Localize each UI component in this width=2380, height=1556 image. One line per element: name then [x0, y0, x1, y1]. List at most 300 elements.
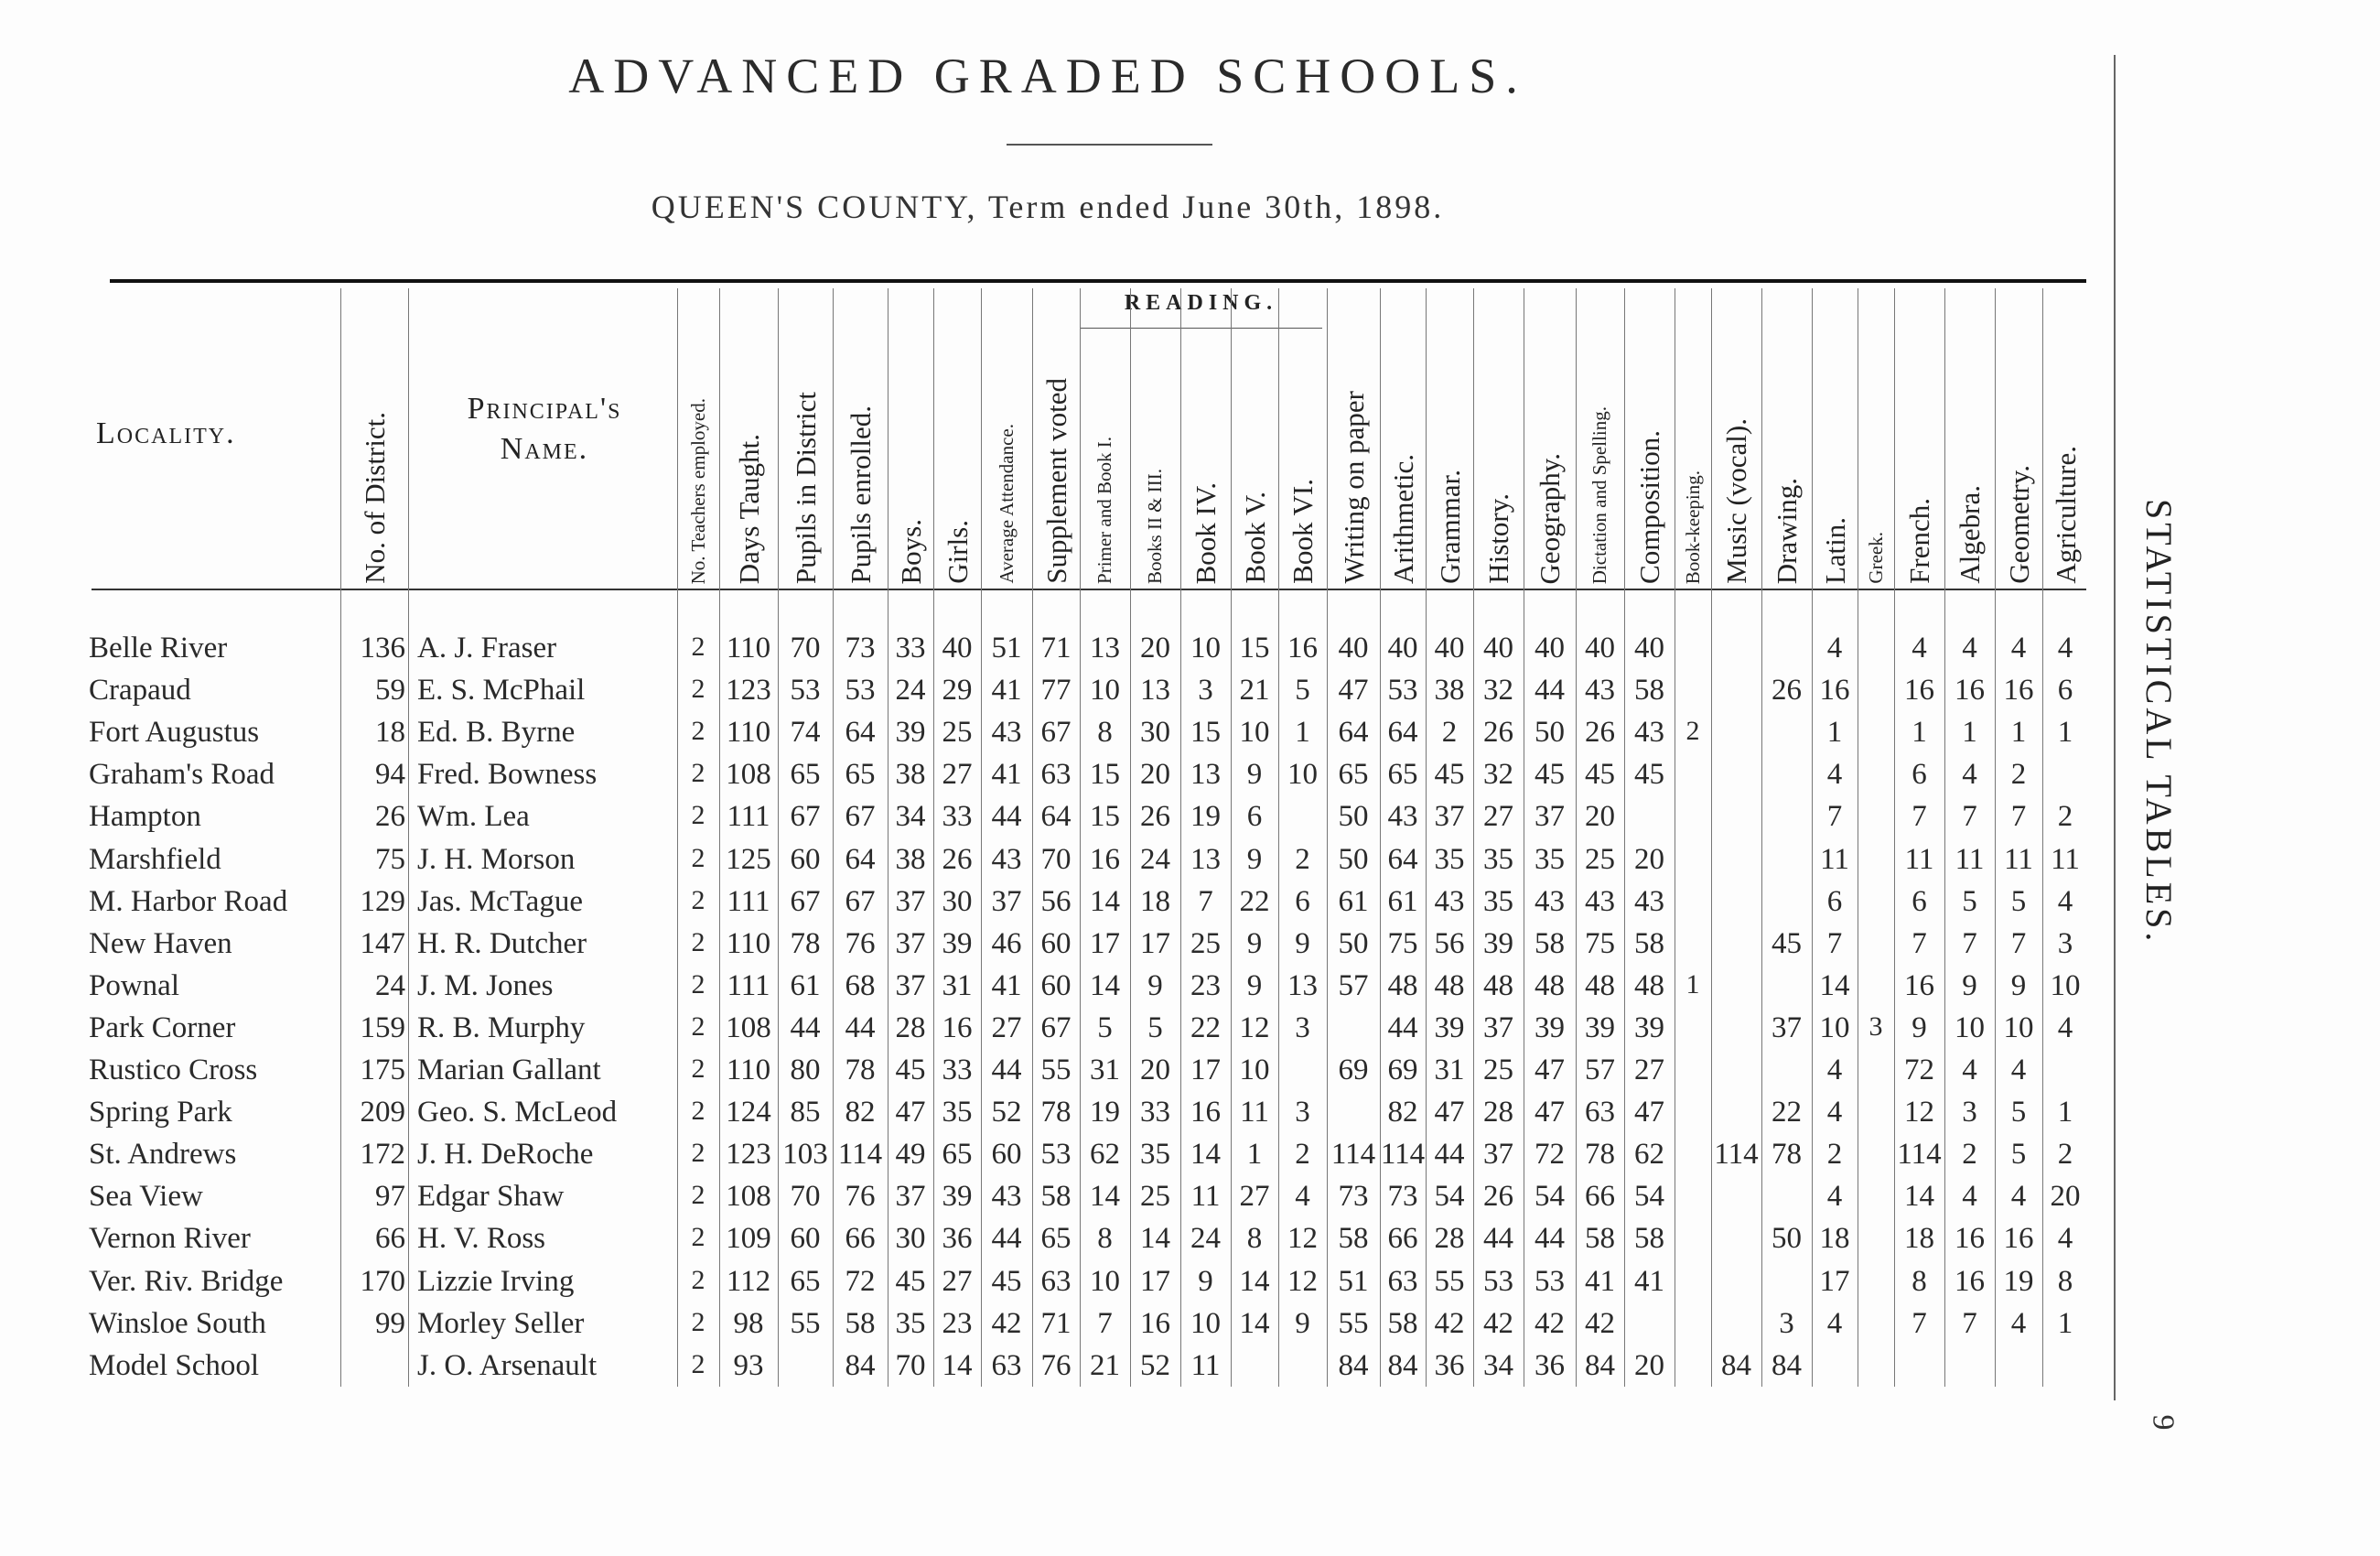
value-cell: 47: [895, 1096, 926, 1129]
value-cell: 4: [1912, 632, 1927, 665]
value-cell: 7: [1912, 926, 1927, 960]
value-cell: 10: [1090, 674, 1120, 708]
value-cell: 26: [1140, 800, 1170, 834]
principal-cell: Fred. Bowness: [417, 758, 598, 792]
value-cell: 63: [991, 1348, 1022, 1382]
value-cell: 53: [1483, 1264, 1513, 1298]
value-cell: 43: [1634, 716, 1664, 750]
value-cell: 27: [1239, 1180, 1270, 1214]
value-cell: 10: [1190, 632, 1221, 665]
value-cell: 2: [691, 1010, 705, 1042]
value-cell: 72: [845, 1264, 876, 1298]
value-cell: 39: [1434, 1010, 1465, 1044]
value-cell: 16: [1904, 674, 1934, 708]
value-cell: 65: [1338, 758, 1369, 792]
locality-cell: Park Corner: [89, 1010, 236, 1044]
value-cell: 45: [895, 1054, 926, 1086]
value-cell: 27: [991, 1010, 1022, 1044]
value-cell: 26: [1772, 674, 1802, 708]
value-cell: 22: [1239, 884, 1270, 918]
column-header: [1032, 293, 1080, 584]
value-cell: 7: [1097, 1306, 1113, 1340]
value-cell: 39: [1483, 926, 1513, 960]
value-cell: 61: [790, 968, 821, 1002]
value-cell: 32: [1483, 758, 1513, 792]
value-cell: 52: [1140, 1348, 1170, 1382]
value-cell: 8: [1912, 1264, 1927, 1298]
value-cell: 76: [845, 926, 876, 960]
principal-header-line2: Name.: [500, 432, 589, 466]
value-cell: 39: [942, 926, 973, 960]
district-cell: 209: [360, 1096, 405, 1129]
column-header: [933, 293, 981, 584]
locality-header: Locality.: [96, 416, 236, 450]
value-cell: 10: [1287, 758, 1318, 792]
value-cell: 37: [1434, 800, 1465, 834]
value-cell: 9: [1295, 926, 1310, 960]
value-cell: 58: [1634, 926, 1664, 960]
value-cell: 108: [726, 1180, 771, 1214]
value-cell: 43: [991, 716, 1022, 750]
value-cell: 47: [1535, 1096, 1565, 1129]
value-cell: 41: [1585, 1264, 1615, 1298]
value-cell: 13: [1287, 968, 1318, 1002]
value-cell: 40: [1535, 632, 1565, 665]
value-cell: 4: [2010, 1180, 2027, 1214]
value-cell: 30: [942, 884, 973, 918]
principal-cell: H. V. Ross: [417, 1222, 546, 1256]
value-cell: 63: [1040, 1264, 1072, 1298]
value-cell: 7: [1912, 800, 1927, 834]
value-cell: 16: [942, 1010, 973, 1044]
value-cell: 17: [1140, 1264, 1170, 1298]
value-cell: 60: [790, 1222, 821, 1256]
value-cell: 22: [1190, 1010, 1221, 1044]
value-cell: 24: [1140, 842, 1170, 876]
value-cell: 50: [1772, 1222, 1802, 1256]
value-cell: 10: [1819, 1010, 1850, 1044]
value-cell: 35: [895, 1306, 926, 1340]
value-cell: 43: [1434, 884, 1465, 918]
locality-cell: Crapaud: [89, 674, 191, 708]
value-cell: 114: [1714, 1138, 1759, 1172]
value-cell: 30: [895, 1222, 926, 1256]
column-header: [1711, 293, 1761, 584]
value-cell: 2: [691, 632, 705, 662]
value-cell: 1: [2057, 716, 2073, 750]
value-cell: 39: [942, 1180, 973, 1214]
column-header-label: Book IV.: [1190, 481, 1222, 584]
value-cell: 75: [1387, 926, 1418, 960]
value-cell: 35: [1535, 842, 1565, 876]
value-cell: 43: [1387, 800, 1418, 834]
locality-cell: Pownal: [89, 968, 179, 1002]
value-cell: 25: [1483, 1054, 1513, 1086]
value-cell: 11: [1904, 842, 1934, 876]
page-subtitle: QUEEN'S COUNTY, Term ended June 30th, 1898.: [651, 189, 1445, 225]
value-cell: 44: [1535, 1222, 1565, 1256]
table-row: [0, 1307, 2095, 1349]
district-cell: 26: [375, 800, 405, 834]
value-cell: 9: [1962, 968, 1977, 1002]
district-cell: 66: [375, 1222, 405, 1256]
value-cell: 48: [1387, 968, 1418, 1002]
value-cell: 44: [1434, 1138, 1465, 1172]
value-cell: 31: [942, 968, 973, 1002]
value-cell: 11: [1955, 842, 1985, 876]
column-header-label: Book VI.: [1287, 479, 1319, 584]
value-cell: 45: [991, 1264, 1022, 1298]
value-cell: 16: [1955, 674, 1985, 708]
column-header: [1995, 293, 2042, 584]
value-cell: 19: [1190, 800, 1221, 834]
value-cell: 4: [1295, 1180, 1310, 1214]
value-cell: 2: [2010, 758, 2027, 792]
value-cell: 67: [790, 800, 821, 834]
value-cell: 31: [1434, 1054, 1465, 1086]
value-cell: 39: [1634, 1010, 1664, 1044]
value-cell: 11: [1240, 1096, 1269, 1129]
principal-cell: J. O. Arsenault: [417, 1348, 598, 1382]
value-cell: 70: [1040, 842, 1072, 876]
value-cell: 40: [1434, 632, 1465, 665]
value-cell: 55: [790, 1306, 821, 1340]
district-cell: 147: [360, 926, 405, 960]
value-cell: 35: [1434, 842, 1465, 876]
value-cell: 50: [1338, 926, 1369, 960]
value-cell: 43: [1535, 884, 1565, 918]
value-cell: 21: [1090, 1348, 1120, 1382]
value-cell: 70: [790, 632, 821, 665]
column-header-label: Supplement voted: [1039, 378, 1072, 584]
value-cell: 73: [845, 632, 876, 665]
table-row: [0, 674, 2095, 716]
value-cell: 16: [1140, 1306, 1170, 1340]
value-cell: 55: [1040, 1054, 1072, 1086]
value-cell: 53: [1040, 1138, 1072, 1172]
page-title: ADVANCED GRADED SCHOOLS.: [568, 49, 1527, 103]
value-cell: 68: [845, 968, 876, 1002]
value-cell: 45: [1535, 758, 1565, 792]
principal-cell: Jas. McTague: [417, 884, 583, 918]
value-cell: 7: [1826, 926, 1843, 960]
value-cell: 27: [1483, 800, 1513, 834]
value-cell: 36: [1434, 1348, 1465, 1382]
column-header: [2042, 293, 2088, 584]
value-cell: 72: [1535, 1138, 1565, 1172]
value-cell: 54: [1634, 1180, 1664, 1214]
value-cell: 93: [733, 1348, 764, 1382]
value-cell: 24: [1190, 1222, 1221, 1256]
value-cell: 35: [1483, 842, 1513, 876]
value-cell: 3: [1295, 1096, 1310, 1129]
value-cell: 53: [1535, 1264, 1565, 1298]
value-cell: 12: [1287, 1264, 1318, 1298]
value-cell: 6: [1912, 758, 1927, 792]
value-cell: 20: [1634, 842, 1664, 876]
value-cell: 4: [2057, 1222, 2073, 1256]
value-cell: 9: [2010, 968, 2027, 1002]
table-row: [0, 716, 2095, 758]
value-cell: 2: [1685, 716, 1700, 747]
value-cell: 7: [1962, 800, 1977, 834]
value-cell: 5: [2010, 1138, 2027, 1172]
column-header-label: Latin.: [1818, 516, 1851, 584]
value-cell: 4: [1826, 758, 1843, 792]
principal-cell: H. R. Dutcher: [417, 926, 587, 960]
value-cell: 9: [1912, 1010, 1927, 1044]
value-cell: 37: [895, 884, 926, 918]
principal-header-line1: Principal's: [467, 392, 622, 426]
principal-cell: Ed. B. Byrne: [417, 716, 576, 750]
value-cell: 47: [1434, 1096, 1465, 1129]
value-cell: 7: [1912, 1306, 1927, 1340]
value-cell: 75: [1585, 926, 1615, 960]
column-header-label: No. Teachers employed.: [686, 397, 709, 584]
value-cell: 16: [1819, 674, 1850, 708]
value-cell: 17: [1190, 1054, 1221, 1086]
district-cell: 99: [375, 1306, 405, 1340]
value-cell: 58: [1387, 1306, 1418, 1340]
value-cell: 14: [1239, 1306, 1270, 1340]
value-cell: 110: [726, 716, 771, 750]
value-cell: 39: [1585, 1010, 1615, 1044]
value-cell: 64: [1387, 716, 1418, 750]
value-cell: 5: [2010, 884, 2027, 918]
value-cell: 27: [942, 758, 973, 792]
value-cell: 43: [991, 1180, 1022, 1214]
value-cell: 8: [1246, 1222, 1263, 1256]
value-cell: 2: [691, 1054, 705, 1084]
value-cell: 21: [1239, 674, 1270, 708]
value-cell: 63: [1387, 1264, 1418, 1298]
value-cell: 16: [1904, 968, 1934, 1002]
value-cell: 62: [1090, 1138, 1120, 1172]
value-cell: 14: [1239, 1264, 1270, 1298]
value-cell: 4: [1962, 632, 1977, 665]
value-cell: 1: [2057, 1306, 2073, 1340]
value-cell: 2: [691, 1348, 705, 1379]
column-header-label: Book V.: [1238, 492, 1271, 584]
value-cell: 103: [782, 1138, 828, 1172]
value-cell: 20: [1634, 1348, 1664, 1382]
locality-cell: M. Harbor Road: [89, 884, 288, 918]
value-cell: 85: [790, 1096, 821, 1129]
table-row: [0, 1054, 2095, 1096]
table-row: [0, 632, 2095, 674]
column-header-label: Arithmetic.: [1386, 453, 1419, 584]
value-cell: 18: [1904, 1222, 1934, 1256]
district-cell: 97: [375, 1180, 405, 1214]
side-title: STATISTICAL TABLES.: [2138, 499, 2180, 945]
value-cell: 5: [1097, 1010, 1113, 1044]
value-cell: 84: [1772, 1348, 1802, 1382]
value-cell: 46: [991, 926, 1022, 960]
value-cell: 1: [1826, 716, 1843, 750]
column-header-label: Drawing.: [1771, 477, 1803, 584]
value-cell: 48: [1535, 968, 1565, 1002]
value-cell: 40: [1387, 632, 1418, 665]
district-cell: 59: [375, 674, 405, 708]
title-divider: [1007, 144, 1212, 146]
column-header: [1327, 293, 1380, 584]
value-cell: 11: [1190, 1180, 1221, 1214]
value-cell: 16: [1190, 1096, 1221, 1129]
value-cell: 4: [1962, 1180, 1977, 1214]
column-header: [1380, 293, 1426, 584]
value-cell: 13: [1190, 842, 1221, 876]
value-cell: 27: [1634, 1054, 1664, 1086]
district-cell: 24: [375, 968, 405, 1002]
table-top-rule: [110, 279, 2086, 283]
value-cell: 2: [2057, 800, 2073, 834]
value-cell: 2: [691, 758, 705, 789]
value-cell: 26: [1483, 1180, 1513, 1214]
district-cell: 18: [375, 716, 405, 750]
value-cell: 25: [1585, 842, 1615, 876]
value-cell: 3: [1198, 674, 1213, 708]
column-header-label: Girls.: [941, 520, 974, 584]
value-cell: 37: [1483, 1010, 1513, 1044]
value-cell: 15: [1090, 800, 1120, 834]
value-cell: 64: [1338, 716, 1369, 750]
value-cell: 43: [1585, 884, 1615, 918]
value-cell: 45: [1772, 926, 1802, 960]
value-cell: 54: [1434, 1180, 1465, 1214]
table-row: [0, 1265, 2095, 1307]
value-cell: 18: [1140, 884, 1170, 918]
value-cell: 20: [1140, 632, 1170, 665]
value-cell: 36: [942, 1222, 973, 1256]
value-cell: 33: [895, 632, 926, 665]
margin-rule: [2114, 55, 2116, 1400]
column-header: [1624, 293, 1675, 584]
value-cell: 16: [2003, 674, 2034, 708]
value-cell: 57: [1338, 968, 1369, 1002]
value-cell: 74: [790, 716, 821, 750]
value-cell: 26: [1585, 716, 1615, 750]
locality-cell: New Haven: [89, 926, 232, 960]
table-row: [0, 1138, 2095, 1180]
value-cell: 6: [2057, 674, 2073, 708]
value-cell: 35: [942, 1096, 973, 1129]
value-cell: 40: [1338, 632, 1369, 665]
value-cell: 25: [1190, 926, 1221, 960]
value-cell: 73: [1387, 1180, 1418, 1214]
value-cell: 4: [2010, 1306, 2027, 1340]
value-cell: 78: [845, 1054, 876, 1086]
value-cell: 1: [2057, 1096, 2073, 1129]
value-cell: 37: [895, 926, 926, 960]
value-cell: 2: [2057, 1138, 2073, 1172]
value-cell: 28: [1483, 1096, 1513, 1129]
value-cell: 28: [1434, 1222, 1465, 1256]
column-header: [981, 293, 1032, 584]
column-header-label: Days Taught.: [732, 433, 765, 584]
value-cell: 111: [727, 884, 770, 918]
value-cell: 61: [1338, 884, 1369, 918]
value-cell: 78: [1772, 1138, 1802, 1172]
column-header: [1231, 331, 1278, 584]
value-cell: 10: [2050, 968, 2081, 1002]
value-cell: 72: [1904, 1054, 1934, 1086]
value-cell: 15: [1190, 716, 1221, 750]
value-cell: 3: [1868, 1010, 1883, 1042]
column-header-label: Books II & III.: [1144, 469, 1166, 584]
principal-cell: Lizzie Irving: [417, 1264, 575, 1298]
value-cell: 71: [1040, 632, 1072, 665]
table-row: [0, 969, 2095, 1011]
value-cell: 5: [1147, 1010, 1163, 1044]
value-cell: 84: [1721, 1348, 1751, 1382]
value-cell: 38: [1434, 674, 1465, 708]
value-cell: 4: [1826, 1054, 1843, 1086]
value-cell: 10: [1090, 1264, 1120, 1298]
locality-cell: Marshfield: [89, 842, 221, 876]
value-cell: 2: [691, 1138, 705, 1169]
value-cell: 64: [845, 842, 876, 876]
district-cell: 172: [360, 1138, 405, 1172]
value-cell: 112: [726, 1264, 771, 1298]
column-header-label: Writing on paper: [1337, 391, 1370, 584]
value-cell: 10: [1239, 716, 1270, 750]
district-cell: 129: [360, 884, 405, 918]
value-cell: 2: [691, 884, 705, 915]
value-cell: 62: [1634, 1138, 1664, 1172]
value-cell: 110: [726, 632, 771, 665]
value-cell: 34: [895, 800, 926, 834]
value-cell: 37: [1772, 1010, 1802, 1044]
table-row: [0, 1180, 2095, 1222]
value-cell: 42: [1535, 1306, 1565, 1340]
value-cell: 48: [1585, 968, 1615, 1002]
principal-cell: Marian Gallant: [417, 1054, 601, 1086]
column-header-label: History.: [1482, 493, 1514, 584]
column-header-label: French.: [1903, 498, 1935, 584]
value-cell: 28: [895, 1010, 926, 1044]
value-cell: 67: [790, 884, 821, 918]
value-cell: 4: [1962, 758, 1977, 792]
value-cell: 50: [1338, 842, 1369, 876]
value-cell: 14: [942, 1348, 973, 1382]
value-cell: 7: [2010, 800, 2027, 834]
value-cell: 7: [2010, 926, 2027, 960]
value-cell: 24: [895, 674, 926, 708]
value-cell: 69: [1338, 1054, 1369, 1086]
value-cell: 2: [691, 1306, 705, 1337]
value-cell: 66: [1585, 1180, 1615, 1214]
value-cell: 9: [1295, 1306, 1310, 1340]
value-cell: 84: [1387, 1348, 1418, 1382]
value-cell: 7: [1962, 926, 1977, 960]
locality-cell: Model School: [89, 1348, 260, 1382]
value-cell: 43: [1634, 884, 1664, 918]
value-cell: 42: [1434, 1306, 1465, 1340]
value-cell: 4: [2057, 1010, 2073, 1044]
value-cell: 44: [790, 1010, 821, 1044]
column-header: [1576, 293, 1624, 584]
value-cell: 53: [790, 674, 821, 708]
value-cell: 44: [1535, 674, 1565, 708]
value-cell: 53: [845, 674, 876, 708]
value-cell: 56: [1040, 884, 1072, 918]
table-row: [0, 927, 2095, 969]
value-cell: 58: [845, 1306, 876, 1340]
value-cell: 70: [895, 1348, 926, 1382]
principal-cell: E. S. McPhail: [417, 674, 586, 708]
value-cell: 23: [1190, 968, 1221, 1002]
principal-cell: J. M. Jones: [417, 968, 554, 1002]
